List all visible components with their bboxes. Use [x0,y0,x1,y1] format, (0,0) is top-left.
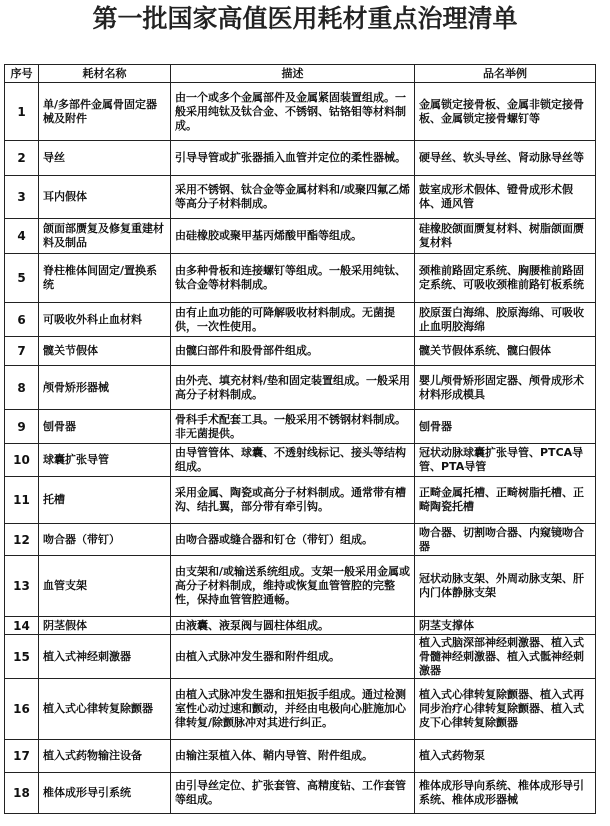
table-row [5,141,596,176]
table-header-row [5,65,596,83]
row-name: 椎体成形导引系统 [39,773,171,814]
row-name: 髋关节假体 [39,337,171,366]
table-row [5,176,596,219]
table-row [5,337,596,366]
row-examples: 婴儿颅骨矫形固定器、颅骨成形术材料形成模具 [415,366,596,410]
row-no: 12 [5,524,39,556]
row-no: 5 [5,254,39,303]
row-no: 15 [5,635,39,679]
row-desc: 由导管管体、球囊、不透射线标记、接头等结构组成。 [171,444,415,477]
row-no: 13 [5,556,39,617]
row-desc: 由外壳、填充材料/垫和固定装置组成。一般采用高分子材料制成。 [171,366,415,410]
row-desc: 由一个或多个金属部件及金属紧固装置组成。一般采用纯钛及钛合金、不锈钢、钴铬钼等材料制成。 [171,83,415,141]
row-desc: 由植入式脉冲发生器和附件组成。 [171,635,415,679]
table-row [5,773,596,814]
row-name: 耳内假体 [39,176,171,219]
table-row [5,83,596,141]
row-name: 吻合器（带钉） [39,524,171,556]
header-name: 耗材名称 [39,65,171,83]
row-examples: 阴茎支撑体 [415,617,596,635]
row-desc: 由髋臼部件和股骨部件组成。 [171,337,415,366]
row-desc: 由吻合器或缝合器和钉仓（带钉）组成。 [171,524,415,556]
row-name: 阴茎假体 [39,617,171,635]
row-examples: 冠状动脉球囊扩张导管、PTCA导管、PTA导管 [415,444,596,477]
table-row [5,617,596,635]
header-no: 序号 [5,65,39,83]
row-desc: 由液囊、液泵阀与圆柱体组成。 [171,617,415,635]
row-examples: 硬导丝、软头导丝、肾动脉导丝等 [415,141,596,176]
row-examples: 颈椎前路固定系统、胸腰椎前路固定系统、可吸收颈椎前路钉板系统 [415,254,596,303]
row-no: 7 [5,337,39,366]
row-name: 可吸收外科止血材料 [39,303,171,337]
row-desc: 由植入式脉冲发生器和扭矩扳手组成。通过检测室性心动过速和颤动，并经由电极向心脏施加心律转复/除颤脉冲对其进行纠正。 [171,679,415,740]
table-row [5,254,596,303]
row-name: 颌面部赝复及修复重建材料及制品 [39,219,171,254]
row-name: 脊柱椎体间固定/置换系统 [39,254,171,303]
row-name: 植入式心律转复除颤器 [39,679,171,740]
row-desc: 由输注泵植入体、鞘内导管、附件组成。 [171,740,415,773]
row-desc: 由支架和/或输送系统组成。支架一般采用金属或高分子材料制成，维持或恢复血管管腔的完整性，保持血管管腔通畅。 [171,556,415,617]
row-name: 颅骨矫形器械 [39,366,171,410]
table-row [5,366,596,410]
row-no: 8 [5,366,39,410]
row-desc: 由有止血功能的可降解吸收材料制成。无菌提供，一次性使用。 [171,303,415,337]
row-examples: 植入式心律转复除颤器、植入式再同步治疗心律转复除颤器、植入式皮下心律转复除颤器 [415,679,596,740]
row-examples: 金属锁定接骨板、金属非锁定接骨板、金属锁定接骨螺钉等 [415,83,596,141]
row-name: 植入式药物输注设备 [39,740,171,773]
table-row [5,556,596,617]
row-desc: 由硅橡胶或聚甲基丙烯酸甲酯等组成。 [171,219,415,254]
header-desc: 描述 [171,65,415,83]
row-name: 血管支架 [39,556,171,617]
row-desc: 由引导丝定位、扩张套管、高精度钻、工作套管等组成。 [171,773,415,814]
row-no: 9 [5,410,39,444]
row-examples: 吻合器、切割吻合器、内窥镜吻合器 [415,524,596,556]
row-no: 17 [5,740,39,773]
table-row [5,219,596,254]
table-row [5,410,596,444]
header-examples: 品名举例 [415,65,596,83]
row-examples: 硅橡胶颌面赝复材料、树脂颌面赝复材料 [415,219,596,254]
table-row [5,635,596,679]
row-examples: 植入式脑深部神经刺激器、植入式骨髓神经刺激器、植入式骶神经刺激器 [415,635,596,679]
row-name: 托槽 [39,477,171,524]
row-name: 球囊扩张导管 [39,444,171,477]
table-row [5,477,596,524]
row-no: 1 [5,83,39,141]
row-desc: 引导导管或扩张器插入血管并定位的柔性器械。 [171,141,415,176]
row-desc: 采用不锈钢、钛合金等金属材料和/或聚四氟乙烯等高分子材料制成。 [171,176,415,219]
document-title: 第一批国家高值医用耗材重点治理清单 [92,4,518,33]
row-no: 6 [5,303,39,337]
row-examples: 椎体成形导向系统、椎体成形导引系统、椎体成形器械 [415,773,596,814]
row-examples: 刨骨器 [415,410,596,444]
row-no: 11 [5,477,39,524]
row-no: 18 [5,773,39,814]
row-no: 2 [5,141,39,176]
row-examples: 正畸金属托槽、正畸树脂托槽、正畸陶瓷托槽 [415,477,596,524]
row-examples: 冠状动脉支架、外周动脉支架、肝内门体静脉支架 [415,556,596,617]
row-name: 植入式神经刺激器 [39,635,171,679]
consumables-table [4,64,596,814]
table-row [5,303,596,337]
row-no: 10 [5,444,39,477]
row-no: 3 [5,176,39,219]
table-row [5,740,596,773]
row-examples: 胶原蛋白海绵、胶原海绵、可吸收止血明胶海绵 [415,303,596,337]
row-no: 16 [5,679,39,740]
row-name: 刨骨器 [39,410,171,444]
row-no: 14 [5,617,39,635]
row-name: 单/多部件金属骨固定器械及附件 [39,83,171,141]
row-name: 导丝 [39,141,171,176]
row-desc: 采用金属、陶瓷或高分子材料制成。通常带有槽沟、结扎翼，部分带有牵引钩。 [171,477,415,524]
row-examples: 植入式药物泵 [415,740,596,773]
row-examples: 髋关节假体系统、髋臼假体 [415,337,596,366]
table-row [5,444,596,477]
row-no: 4 [5,219,39,254]
table-row [5,679,596,740]
row-desc: 由多种骨板和连接螺钉等组成。一般采用纯钛、钛合金等材料制成。 [171,254,415,303]
table-row [5,524,596,556]
row-desc: 骨科手术配套工具。一般采用不锈钢材料制成。非无菌提供。 [171,410,415,444]
row-examples: 鼓室成形术假体、镫骨成形术假体、通风管 [415,176,596,219]
